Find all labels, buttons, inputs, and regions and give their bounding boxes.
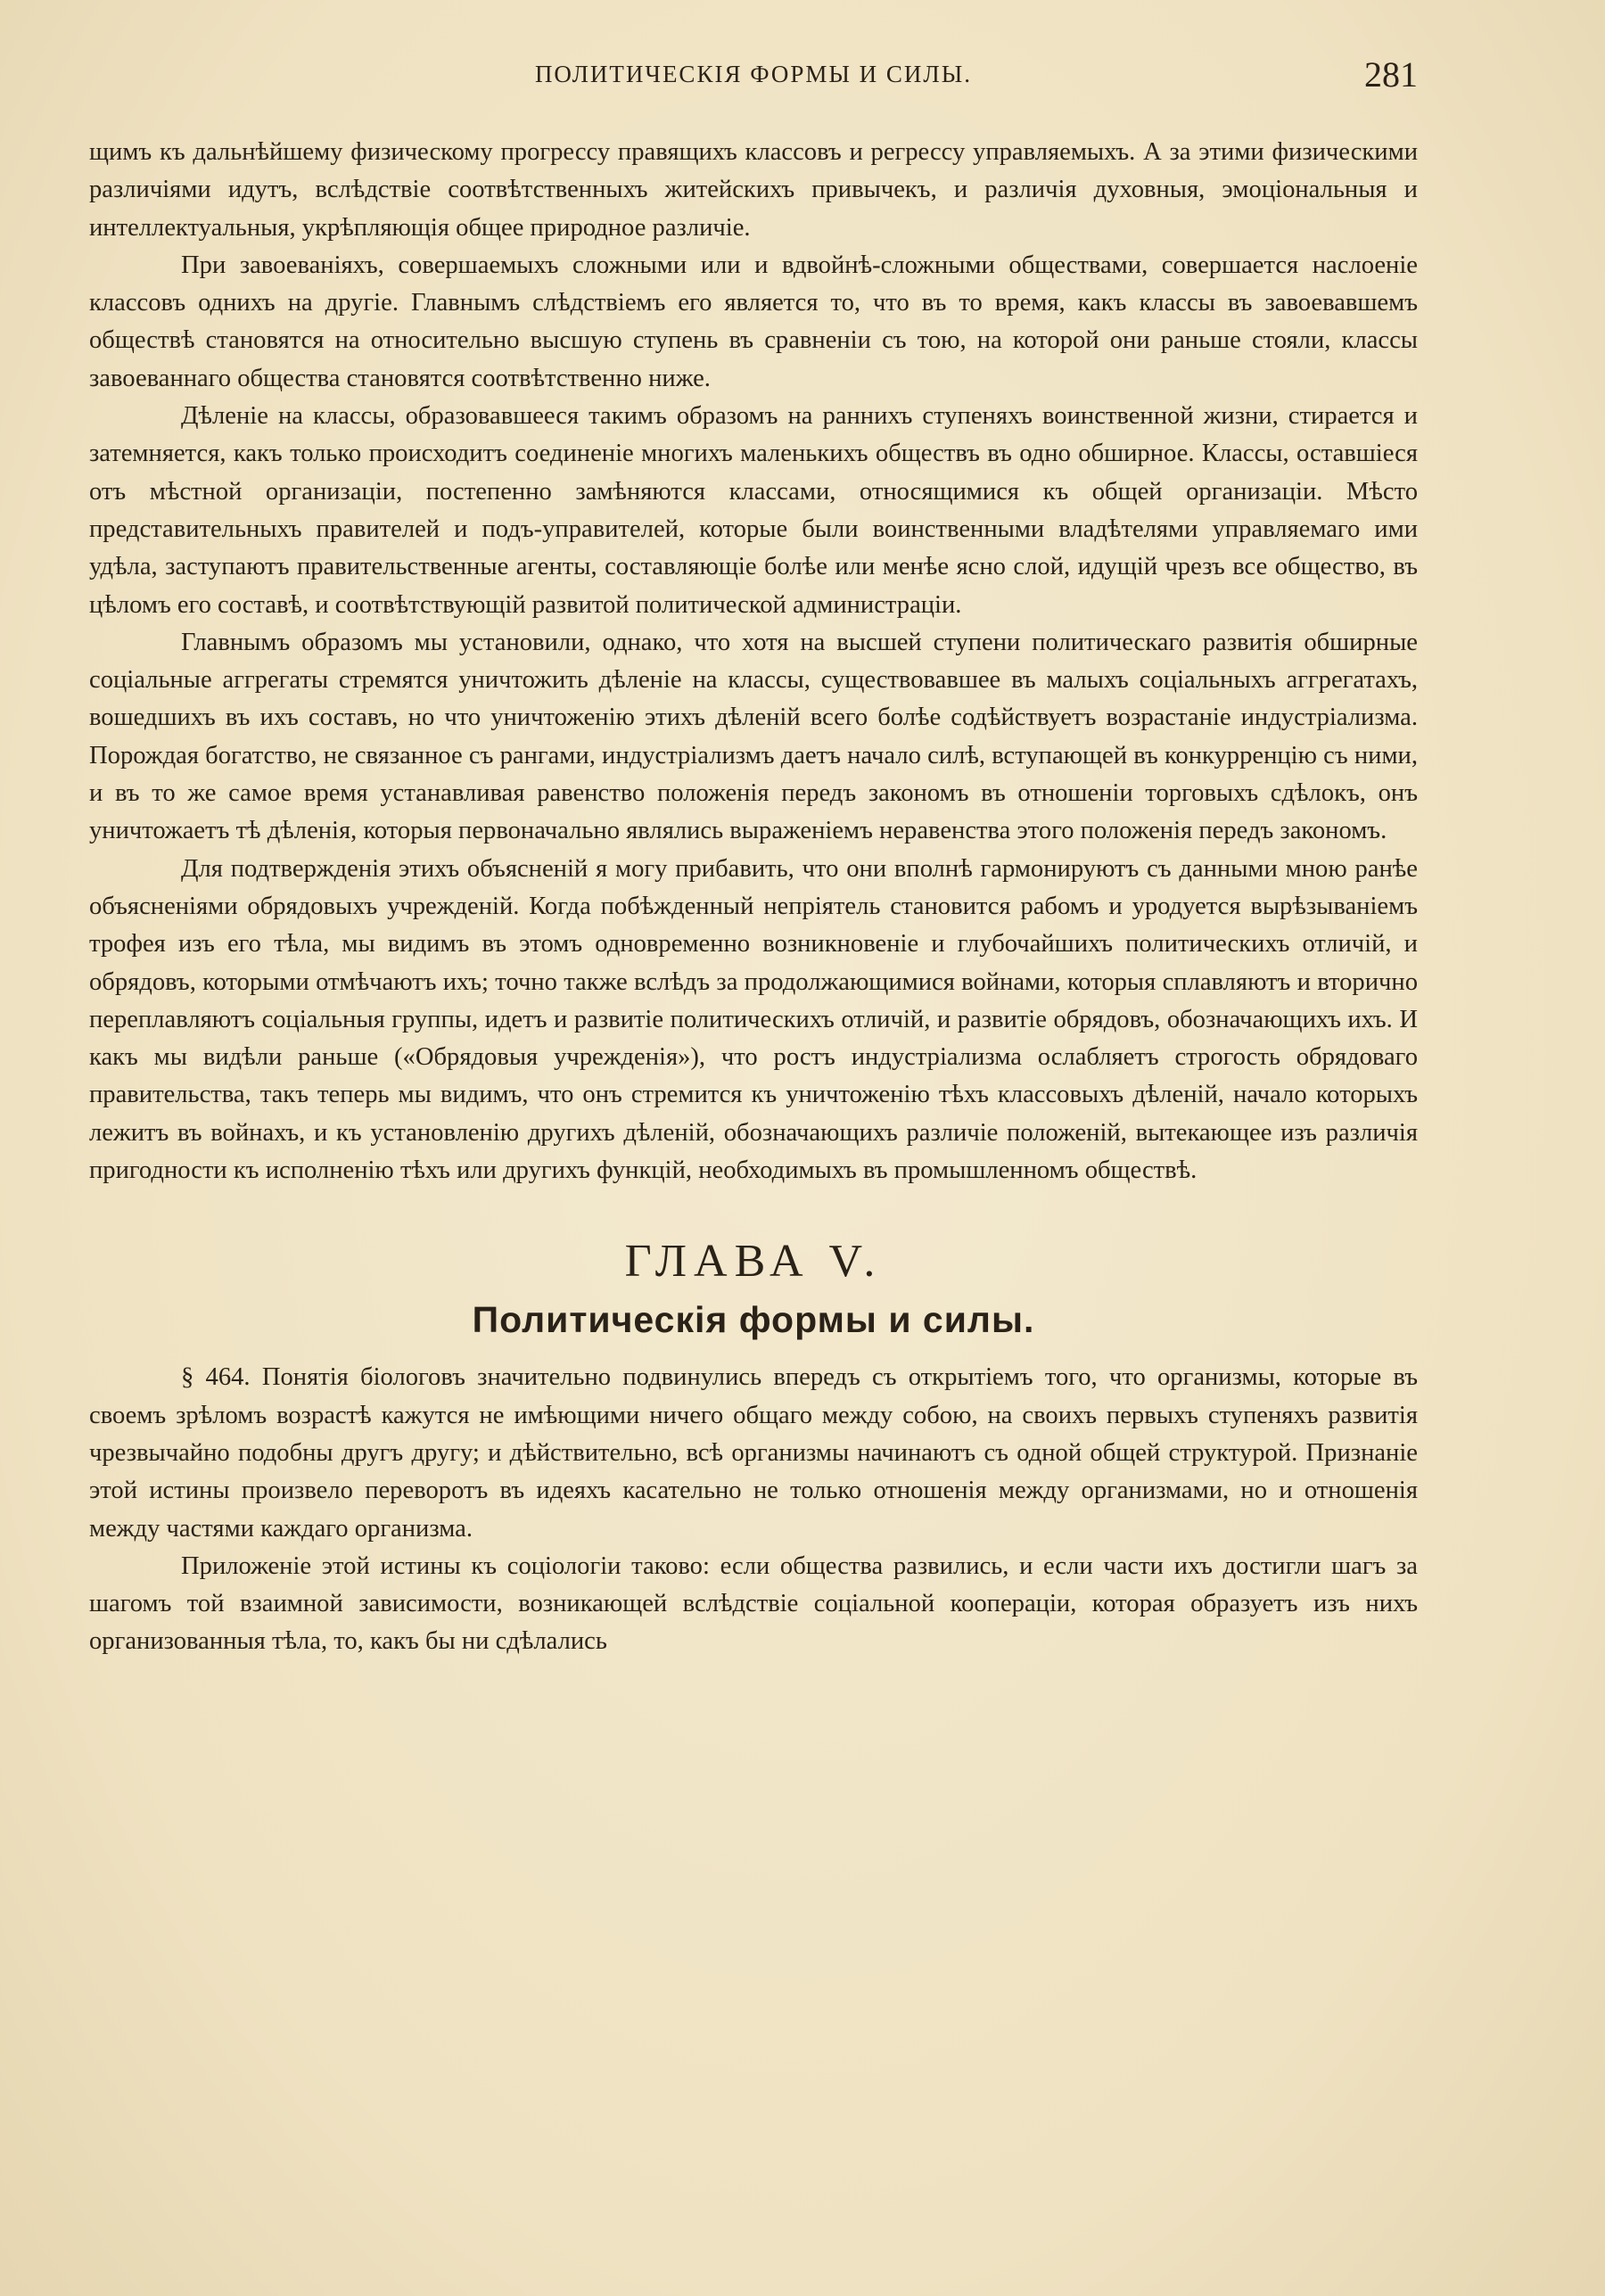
paragraph: Приложеніе этой истины къ соціологіи таково: если общества развились, и если части ихъ достигли шагъ за шагомъ той взаимной зависимости, возникающей вслѣдствіе соціальной коопераціи, которая образуетъ изъ нихъ организованныя тѣла, то, какъ бы ни сдѣлались — [89, 1551, 1418, 1656]
paragraph: При завоеваніяхъ, совершаемыхъ сложными или и вдвойнѣ-сложными обществами, совершается наслоеніе классовъ однихъ на другіе. Главнымъ слѣдствіемъ его является то, что въ то время, какъ классы въ завоевавшемъ обществѣ становятся на относительно высшую ступень въ сравненіи съ тою, на которой они раньше стояли, классы завоеваннаго общества становятся соотвѣтственно ниже. — [89, 251, 1418, 392]
section-paragraph: § 464. Понятія біологовъ значительно подвинулись впередъ съ открытіемъ того, что организмы, которые въ своемъ зрѣломъ возрастѣ кажутся не имѣющими ничего общаго между собою, на своихъ первыхъ ступеняхъ развитія чрезвычайно подобны другъ другу; и дѣйствительно, всѣ организмы начинаютъ съ одной общей структурой. Признаніе этой истины произвело переворотъ въ идеяхъ касательно не только отношенія между организмами, но и отношенія между частями каждаго организма. — [89, 1363, 1418, 1543]
chapter-title: Политическія формы и силы. — [472, 1299, 1035, 1341]
page-number: 281 — [1364, 54, 1418, 95]
running-title: ПОЛИТИЧЕСКІЯ ФОРМЫ И СИЛЫ. — [534, 61, 973, 87]
paragraph: Главнымъ образомъ мы установили, однако, что хотя на высшей ступени политическаго развитія обширные соціальные аггрегаты стремятся уничтожить дѣленіе на классы, существовавшее въ малыхъ соціальныхъ аггрегатахъ, вошедшихъ въ ихъ составъ, но что уничтоженію этихъ дѣленій всего болѣе содѣйствуетъ возрастаніе индустріализма. Порождая богатство, не связанное съ рангами, индустріализмъ даетъ начало силѣ, вступающей въ конкурренцію съ ними, и въ то же самое время устанавливая равенство положенія передъ закономъ въ отношеніи торговыхъ сдѣлокъ, онъ уничтожаетъ тѣ дѣленія, которыя первоначально являлись выраженіемъ неравенства этого положенія передъ закономъ. — [89, 628, 1418, 845]
paragraph: Дѣленіе на классы, образовавшееся такимъ образомъ на раннихъ ступеняхъ воинственной жизни, стирается и затемняется, какъ только происходитъ соединеніе многихъ маленькихъ обществъ въ одно обширное. Классы, оставшіеся отъ мѣстной организаціи, постепенно замѣняются классами, относящимися къ общей организаціи. Мѣсто представительныхъ правителей и подъ-управителей, которые были воинственными владѣтелями управляемаго ими удѣла, заступаютъ правительственные агенты, составляющіе болѣе или менѣе ясно слой, идущій чрезъ все общество, въ цѣломъ его составѣ, и соотвѣтствующій развитой политической администраціи. — [89, 402, 1418, 619]
paragraph: Для подтвержденія этихъ объясненій я могу прибавить, что они вполнѣ гармонируютъ съ данными мною ранѣе объясненіями обрядовыхъ учрежденій. Когда побѣжденный непріятель становится рабомъ и уродуется вырѣзываніемъ трофея изъ его тѣла, мы видимъ въ этомъ одновременно возникновеніе и глубочайшихъ политическихъ отличій, и обрядовъ, которыми отмѣчаютъ ихъ; точно также вслѣдъ за продолжающимися войнами, которыя сплавляютъ и вторично переплавляютъ соціальныя группы, идетъ и развитіе политическихъ отличій, и развитіе обрядовъ, обозначающихъ ихъ. И какъ мы видѣли раньше («Обрядовыя учрежденія»), что ростъ индустріализма ослабляетъ строгость обрядоваго правительства, такъ теперь мы видимъ, что онъ стремится къ уничтоженію тѣхъ классовыхъ дѣленій, начало которыхъ лежитъ въ войнахъ, и къ установленію другихъ дѣленій, обозначающихъ различіе положеній, вытекающее изъ различія пригодности къ исполненію тѣхъ или другихъ функцій, необходимыхъ въ промышленномъ обществѣ. — [89, 854, 1418, 1185]
chapter-number: ГЛАВА V. — [624, 1236, 883, 1288]
body-text — [89, 134, 1418, 1661]
running-head — [89, 53, 1418, 98]
paragraph: щимъ къ дальнѣйшему физическому прогрессу правящихъ классовъ и регрессу управляемыхъ. А за этими физическими различіями идутъ, вслѣдствіе соотвѣтственныхъ житейскихъ привычекъ, и различія духовныя, эмоціональныя и интеллектуальныя, укрѣпляющія общее природное различіе. — [89, 138, 1418, 242]
